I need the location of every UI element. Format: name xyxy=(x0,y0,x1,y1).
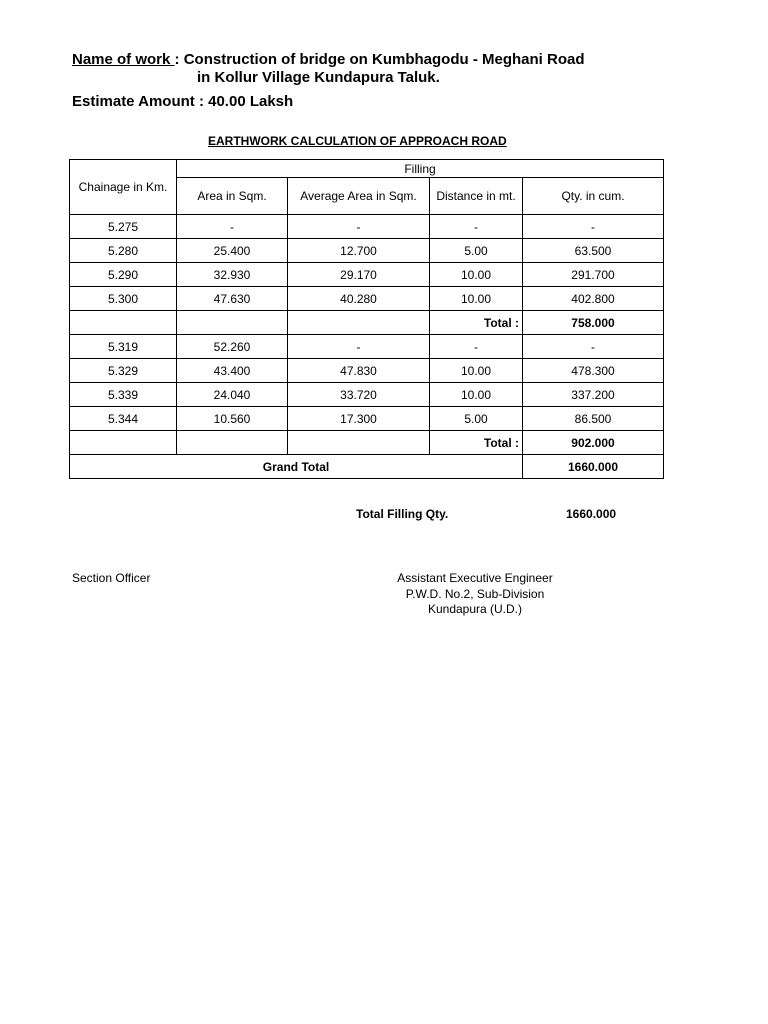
subtotal-row xyxy=(70,311,664,335)
table-row xyxy=(70,383,664,407)
name-of-work-line2: in Kollur Village Kundapura Taluk. xyxy=(197,69,440,86)
total-filling-value: 1660.000 xyxy=(566,507,617,521)
cell-quantity: 63.500 xyxy=(523,239,664,263)
cell-average-area: 29.170 xyxy=(288,263,430,287)
cell-area: - xyxy=(177,215,288,239)
table-row xyxy=(70,407,664,431)
cell-area: 52.260 xyxy=(177,335,288,359)
cell-quantity: 478.300 xyxy=(523,359,664,383)
engineer-location: Kundapura (U.D.) xyxy=(427,602,523,616)
cell-area: 25.400 xyxy=(177,239,288,263)
table-row xyxy=(70,215,664,239)
cell-quantity: - xyxy=(523,215,664,239)
cell-chainage: 5.339 xyxy=(70,383,177,407)
engineer-signature-block xyxy=(375,571,575,618)
cell-area: 32.930 xyxy=(177,263,288,287)
cell-chainage xyxy=(70,311,177,335)
cell-chainage: 5.300 xyxy=(70,287,177,311)
header-filling: Filling xyxy=(177,160,664,178)
table-row xyxy=(70,359,664,383)
table-row xyxy=(70,335,664,359)
cell-distance: 10.00 xyxy=(430,383,523,407)
cell-quantity: 758.000 xyxy=(523,311,664,335)
cell-area: 47.630 xyxy=(177,287,288,311)
grand-total-value: 1660.000 xyxy=(523,455,664,479)
cell-distance: - xyxy=(430,215,523,239)
cell-quantity: 337.200 xyxy=(523,383,664,407)
total-filling-label: Total Filling Qty. xyxy=(356,507,449,521)
name-of-work-label: Name of work xyxy=(72,51,175,68)
cell-average-area: 12.700 xyxy=(288,239,430,263)
cell-average-area: 17.300 xyxy=(288,407,430,431)
engineer-division: P.W.D. No.2, Sub-Division xyxy=(405,586,545,601)
engineer-title: Assistant Executive Engineer xyxy=(397,571,553,585)
name-of-work xyxy=(72,51,585,68)
cell-average-area: 40.280 xyxy=(288,287,430,311)
table-row xyxy=(70,239,664,263)
cell-chainage: 5.319 xyxy=(70,335,177,359)
cell-chainage: 5.329 xyxy=(70,359,177,383)
cell-average-area xyxy=(288,311,430,335)
cell-distance: Total : xyxy=(430,311,523,335)
cell-distance: 10.00 xyxy=(430,287,523,311)
cell-quantity: 902.000 xyxy=(523,431,664,455)
cell-area xyxy=(177,431,288,455)
cell-average-area xyxy=(288,431,430,455)
header-row-1 xyxy=(70,160,664,178)
cell-area: 43.400 xyxy=(177,359,288,383)
cell-quantity: 402.800 xyxy=(523,287,664,311)
header-distance: Distance in mt. xyxy=(430,178,523,215)
subtotal-row xyxy=(70,431,664,455)
cell-area: 10.560 xyxy=(177,407,288,431)
table-row xyxy=(70,263,664,287)
cell-quantity: 86.500 xyxy=(523,407,664,431)
earthwork-table xyxy=(69,159,664,479)
cell-average-area: 47.830 xyxy=(288,359,430,383)
header-quantity: Qty. in cum. xyxy=(523,178,664,215)
cell-area xyxy=(177,311,288,335)
grand-total-row xyxy=(70,455,664,479)
cell-chainage: 5.344 xyxy=(70,407,177,431)
section-officer-signature: Section Officer xyxy=(72,571,151,585)
cell-area: 24.040 xyxy=(177,383,288,407)
cell-average-area: 33.720 xyxy=(288,383,430,407)
table-title: EARTHWORK CALCULATION OF APPROACH ROAD xyxy=(208,134,507,148)
cell-chainage xyxy=(70,431,177,455)
cell-average-area: - xyxy=(288,215,430,239)
cell-distance: 10.00 xyxy=(430,263,523,287)
cell-average-area: - xyxy=(288,335,430,359)
cell-chainage: 5.290 xyxy=(70,263,177,287)
name-of-work-text: : Construction of bridge on Kumbhagodu - Meghani Road xyxy=(174,51,585,68)
estimate-amount: Estimate Amount : 40.00 Laksh xyxy=(72,93,294,110)
cell-chainage: 5.280 xyxy=(70,239,177,263)
table-row xyxy=(70,287,664,311)
header-average-area: Average Area in Sqm. xyxy=(288,178,430,215)
cell-distance: 10.00 xyxy=(430,359,523,383)
cell-distance: - xyxy=(430,335,523,359)
cell-distance: 5.00 xyxy=(430,239,523,263)
cell-distance: 5.00 xyxy=(430,407,523,431)
header-chainage: Chainage in Km. xyxy=(70,160,177,215)
cell-chainage: 5.275 xyxy=(70,215,177,239)
cell-quantity: 291.700 xyxy=(523,263,664,287)
cell-distance: Total : xyxy=(430,431,523,455)
grand-total-label: Grand Total xyxy=(70,455,523,479)
cell-quantity: - xyxy=(523,335,664,359)
header-area: Area in Sqm. xyxy=(177,178,288,215)
